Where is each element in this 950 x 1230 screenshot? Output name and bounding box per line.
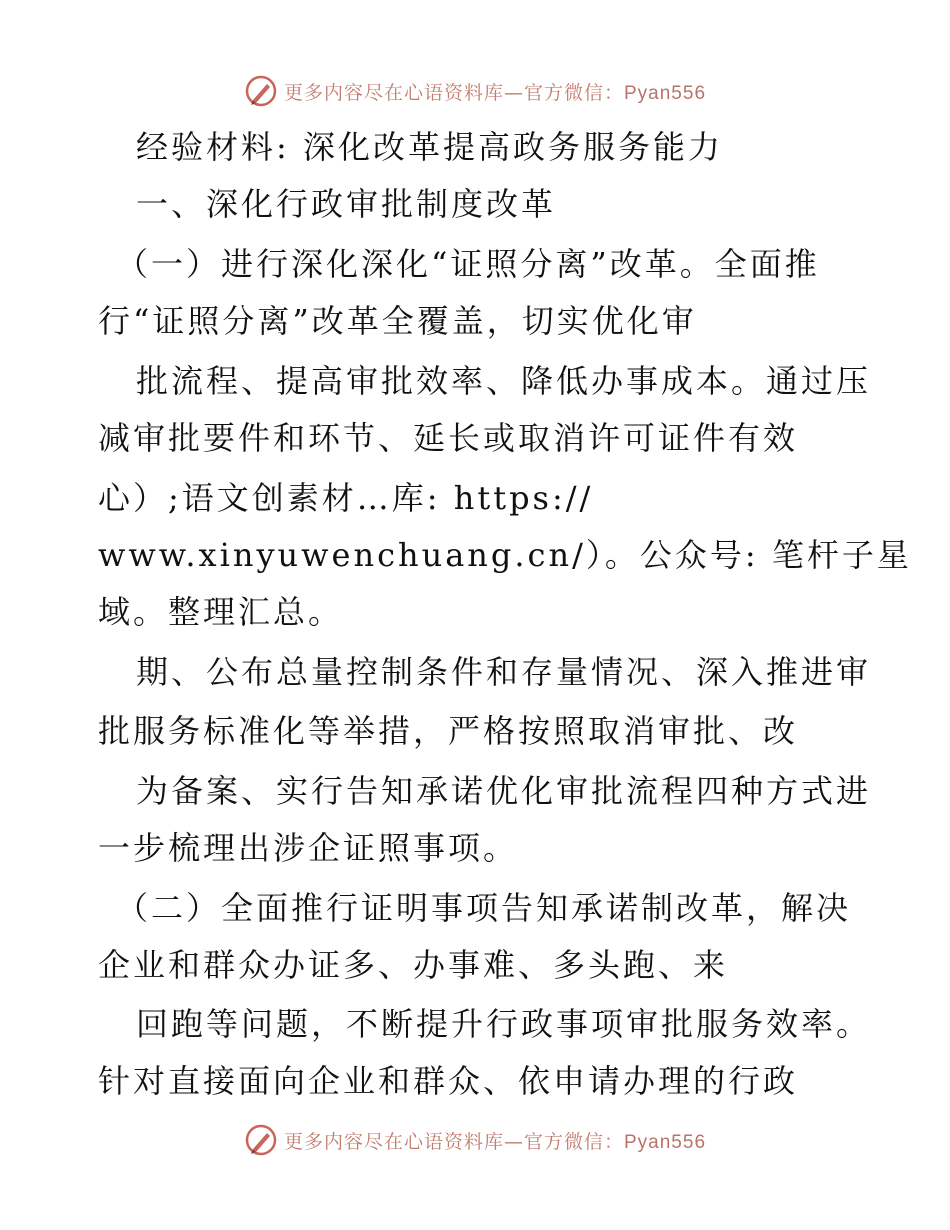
watermark-text: 更多内容尽在心语资料库—官方微信：Pyan556 xyxy=(283,81,707,104)
document-title: 经验材料: 深化改革提高政务服务能力 xyxy=(136,128,723,166)
watermark-handle: Pyan556 xyxy=(624,82,707,104)
paragraph-line: 期、公布总量控制条件和存量情况、深入推进审 xyxy=(136,653,872,691)
section-heading: 一、深化行政审批制度改革 xyxy=(136,185,557,223)
paragraph-line: 域。整理汇总。 xyxy=(98,593,344,631)
paragraph-line: （一）进行深化深化“证照分离”改革。全面推 xyxy=(116,245,820,283)
paragraph-line: www.xinyuwenchuang.cn/）。公众号: 笔杆子星 xyxy=(98,536,912,574)
paragraph-line: 批服务标准化等举措，严格按照取消审批、改 xyxy=(98,712,799,750)
watermark-handle: Pyan556 xyxy=(624,1131,707,1153)
paragraph-line: （二）全面推行证明事项告知承诺制改革，解决 xyxy=(116,889,852,927)
paragraph-line: 针对直接面向企业和群众、依申请办理的行政 xyxy=(98,1062,799,1100)
paragraph-line: 心）;语文创素材…库: https:// xyxy=(98,479,594,517)
paragraph-line: 回跑等问题，不断提升行政事项审批服务效率。 xyxy=(136,1005,872,1043)
paragraph-line: 减审批要件和环节、延长或取消许可证件有效 xyxy=(98,419,799,457)
paragraph-line: 批流程、提高审批效率、降低办事成本。通过压 xyxy=(136,362,872,400)
pen-logo-icon xyxy=(244,1123,278,1157)
footer-watermark xyxy=(0,1120,950,1160)
paragraph-line: 行“证照分离”改革全覆盖，切实优化审 xyxy=(98,302,697,340)
paragraph-line: 一步梳理出涉企证照事项。 xyxy=(98,829,519,867)
paragraph-line: 企业和群众办证多、办事难、多头跑、来 xyxy=(98,946,729,984)
watermark-text: 更多内容尽在心语资料库—官方微信：Pyan556 xyxy=(283,1130,707,1153)
paragraph-line: 为备案、实行告知承诺优化审批流程四种方式进 xyxy=(136,772,872,810)
